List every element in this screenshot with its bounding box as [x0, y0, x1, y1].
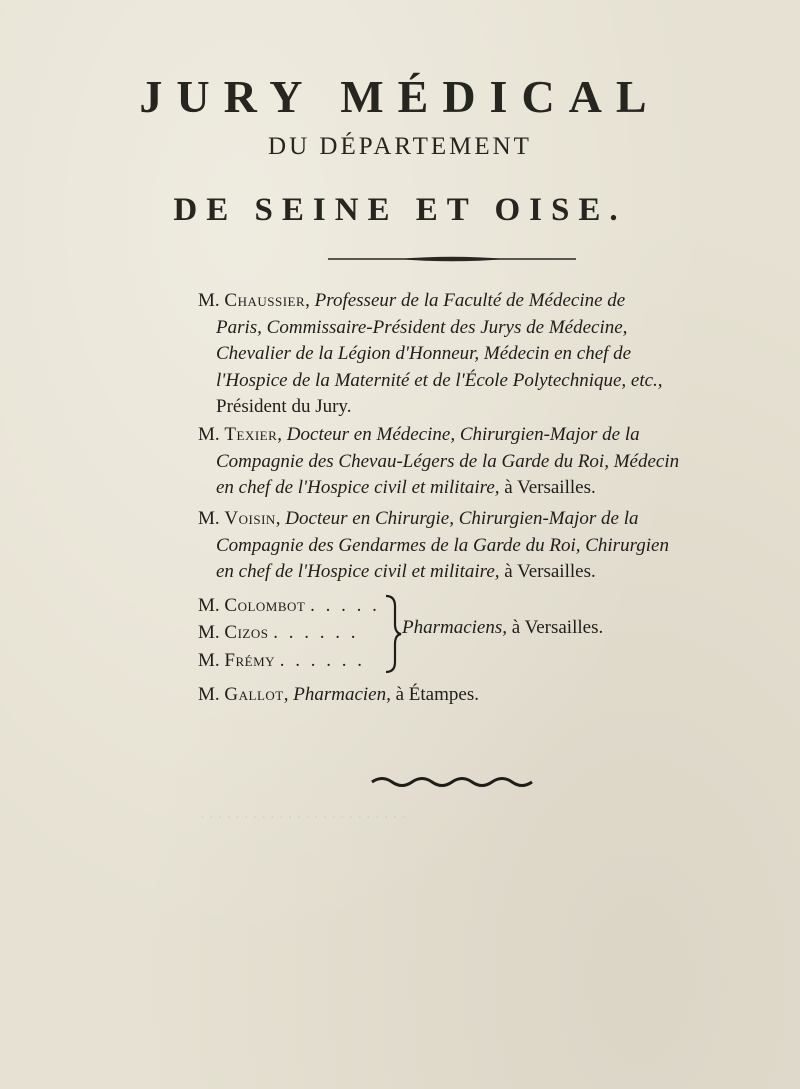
- pharmacist-row-fremy: [198, 650, 365, 672]
- member-prefix: M.: [198, 595, 220, 616]
- member-title-line: en chef de l'Hospice civil et militaire,: [216, 477, 500, 498]
- member-title-line: Compagnie des Gendarmes de la Garde du Roi, Chirurgien: [216, 534, 669, 556]
- member-title-line: Docteur en Chirurgie, Chirurgien-Major de la: [285, 508, 639, 529]
- member-title-line: en chef de l'Hospice civil et militaire,: [216, 561, 500, 582]
- member-separator: ,: [277, 424, 283, 445]
- member-title-line: Paris, Commissaire-Président des Jurys de Médecine,: [216, 316, 628, 338]
- member-prefix: M.: [198, 508, 220, 529]
- member-name: Cizos: [224, 622, 269, 643]
- page-title: JURY MÉDICAL: [139, 71, 661, 122]
- member-title-line: l'Hospice de la Maternité et de l'École Polytechnique, etc.,: [216, 369, 663, 391]
- dot-leader: . . . . . .: [273, 622, 359, 643]
- pharmacists-title: Pharmaciens,: [402, 617, 508, 638]
- member-location: à Versailles.: [504, 477, 596, 498]
- bleed-through-text: · · · · · · · · · · · · · · · · · · · · · · · ·: [200, 810, 407, 826]
- member-prefix: M.: [198, 684, 220, 705]
- member-title: Pharmacien,: [293, 684, 391, 705]
- dot-leader: . . . . . .: [279, 650, 366, 671]
- member-prefix: M.: [198, 650, 220, 671]
- member-title-line: Professeur de la Faculté de Médecine de: [314, 290, 626, 311]
- member-name: Frémy: [224, 650, 276, 671]
- member-name: Texier: [224, 424, 278, 445]
- member-entry-gallot: [198, 684, 479, 706]
- member-title-line: Chevalier de la Légion d'Honneur, Médecin en chef de: [216, 343, 632, 364]
- right-brace: [382, 594, 404, 674]
- ornamental-divider: [328, 254, 576, 264]
- member-separator: ,: [283, 684, 289, 705]
- department-name: DE SEINE ET OISE.: [173, 192, 627, 228]
- pharmacists-location: à Versailles.: [511, 617, 604, 638]
- pharmacist-row-colombot: [198, 595, 380, 617]
- ornament-tailpiece: [370, 774, 540, 790]
- member-separator: ,: [305, 290, 310, 311]
- page-subtitle: DU DÉPARTEMENT: [268, 133, 532, 160]
- member-name: Gallot: [224, 684, 284, 705]
- member-name: Chaussier: [224, 290, 306, 311]
- member-prefix: M.: [198, 622, 220, 643]
- member-entry-voisin: [198, 506, 718, 586]
- dot-leader: . . . . .: [310, 595, 380, 616]
- member-entry-chaussier: [198, 288, 718, 421]
- member-prefix: M.: [198, 290, 220, 311]
- member-entry-texier: [198, 422, 718, 502]
- member-role: Président du Jury.: [216, 396, 352, 417]
- pharmacists-group-label: [402, 617, 603, 639]
- pharmacist-row-cizos: [198, 622, 358, 644]
- member-name: Colombot: [224, 595, 306, 616]
- member-name: Voisin: [224, 508, 276, 529]
- member-location: à Étampes.: [395, 684, 479, 705]
- member-separator: ,: [275, 508, 281, 529]
- member-prefix: M.: [198, 424, 220, 445]
- member-title-line: Docteur en Médecine, Chirurgien-Major de la: [286, 424, 640, 445]
- member-location: à Versailles.: [504, 561, 596, 582]
- member-title-line: Compagnie des Chevau-Légers de la Garde du Roi, Médecin: [216, 450, 680, 472]
